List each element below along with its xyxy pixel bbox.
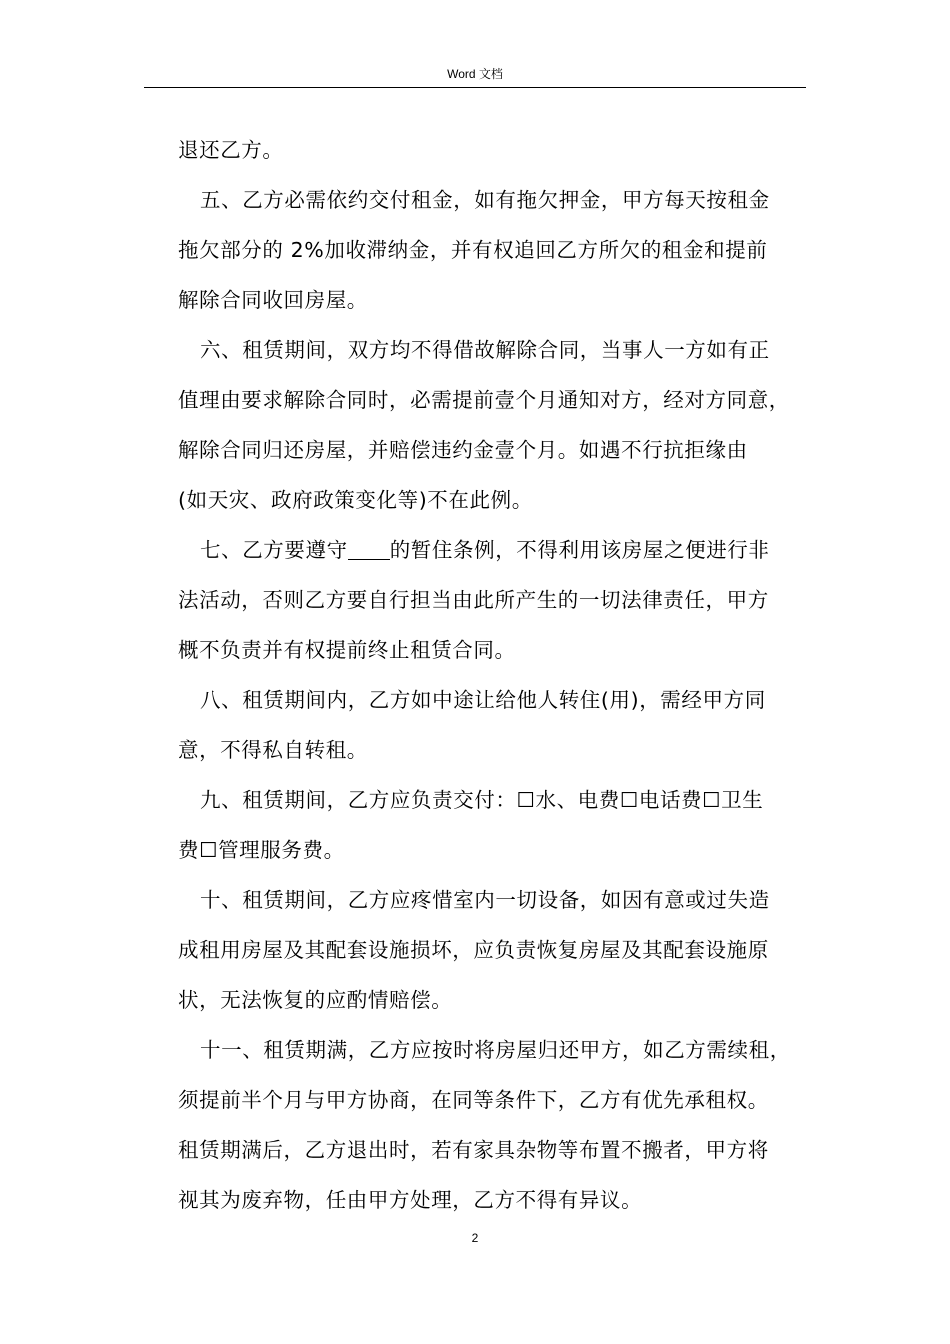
clause-6-line-2: 值理由要求解除合同时，必需提前壹个月通知对方，经对方同意， [178, 388, 790, 412]
clause-7-line-1 [178, 525, 818, 575]
clause-10-line-2: 成租用房屋及其配套设施损坏，应负责恢复房屋及其配套设施原 [178, 938, 769, 962]
text-line: 退还乙方。 [178, 138, 284, 162]
clause-7-line-3: 概不负责并有权提前终止租赁合同。 [178, 638, 516, 662]
fill-in-blank [348, 539, 390, 560]
clause-5-line-1: 五、乙方必需依约交付租金，如有拖欠押金，甲方每天按租金 [200, 188, 770, 212]
clause-11-line-2: 须提前半个月与甲方协商，在同等条件下，乙方有优先承租权。 [178, 1088, 769, 1112]
page-number: 2 [471, 1231, 479, 1245]
clause-5-line-3: 解除合同收回房屋。 [178, 288, 368, 312]
clause-11-line-1: 十一、租赁期满，乙方应按时将房屋归还甲方，如乙方需续租， [200, 1038, 791, 1062]
clause-7-line-2: 法活动，否则乙方要自行担当由此所产生的一切法律责任，甲方 [178, 588, 769, 612]
clause-10-line-1: 十、租赁期间，乙方应疼惜室内一切设备，如因有意或过失造 [200, 888, 770, 912]
document-body [178, 125, 818, 1225]
clause-6-line-1: 六、租赁期间，双方均不得借故解除合同，当事人一方如有正 [200, 338, 770, 362]
clause-6-line-4: (如天灾、政府政策变化等)不在此例。 [178, 488, 533, 512]
clause-5-line-2: 拖欠部分的 2%加收滞纳金，并有权追回乙方所欠的租金和提前 [178, 238, 768, 262]
clause-9-line-1: 九、租赁期间，乙方应负责交付：☐水、电费☐电话费☐卫生 [200, 788, 764, 812]
clause-7-text-before-blank: 七、乙方要遵守 [200, 538, 348, 562]
clause-8-line-2: 意，不得私自转租。 [178, 738, 368, 762]
clause-8-line-1: 八、租赁期间内，乙方如中途让给他人转住(用)，需经甲方同 [200, 688, 766, 712]
page-header: Word 文档 [447, 67, 503, 81]
clause-7-text-after-blank: 的暂住条例，不得利用该房屋之便进行非 [389, 538, 770, 562]
clause-6-line-3: 解除合同归还房屋，并赔偿违约金壹个月。如遇不行抗拒缘由 [178, 438, 748, 462]
clause-11-line-3: 租赁期满后，乙方退出时，若有家具杂物等布置不搬者，甲方将 [178, 1138, 769, 1162]
clause-11-line-4: 视其为废弃物，任由甲方处理，乙方不得有异议。 [178, 1188, 643, 1212]
clause-9-line-2: 费☐管理服务费。 [178, 838, 345, 862]
clause-10-line-3: 状，无法恢复的应酌情赔偿。 [178, 988, 453, 1012]
header-rule [144, 87, 806, 88]
